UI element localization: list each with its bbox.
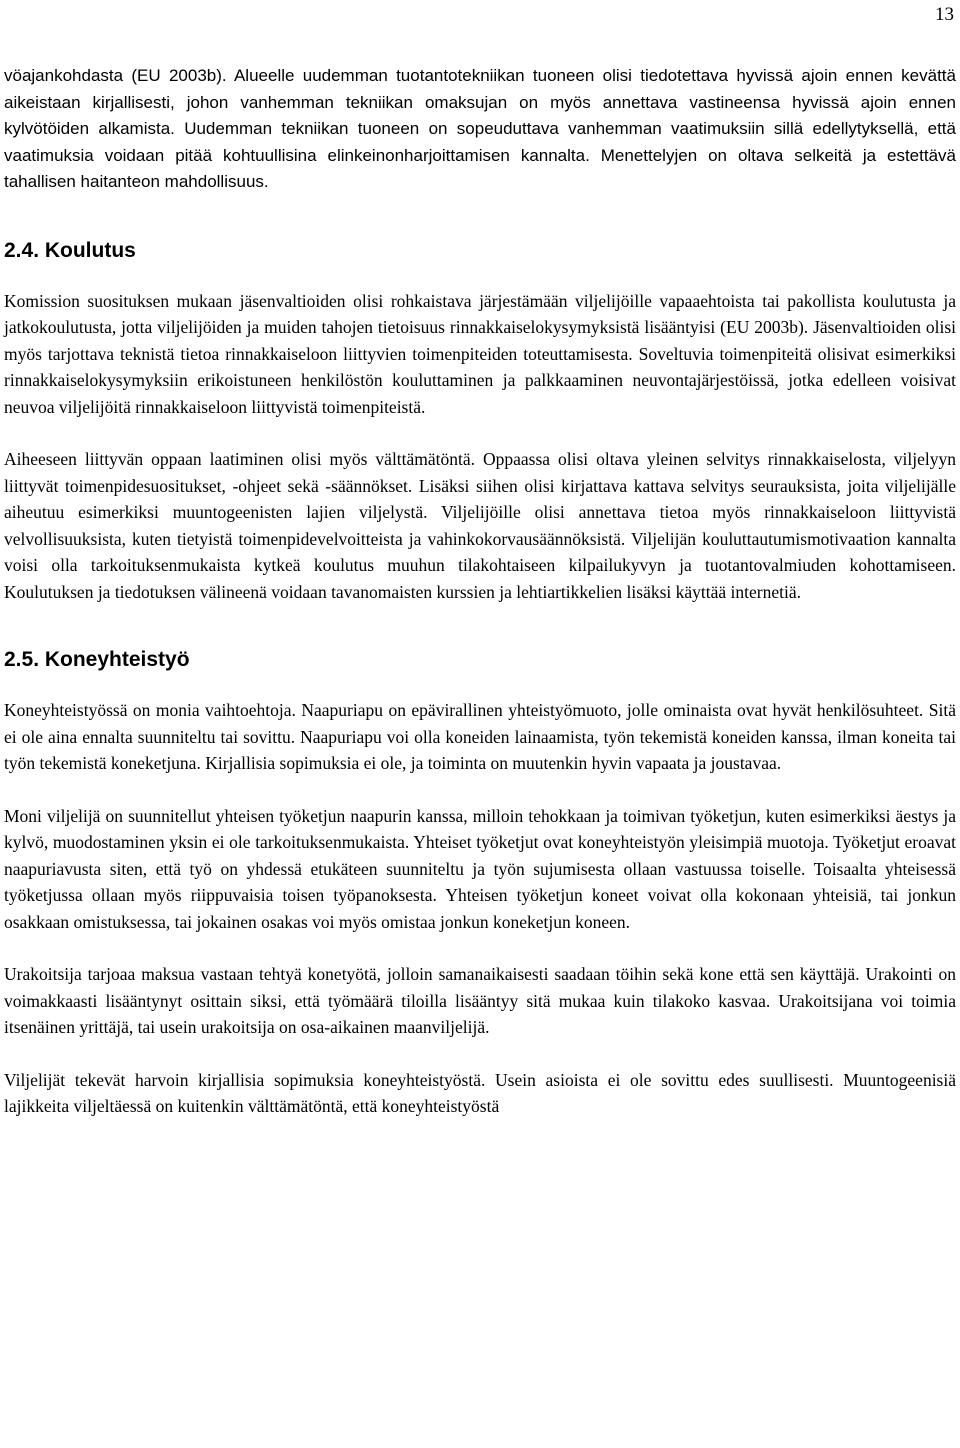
section-heading-koulutus: 2.4. Koulutus (4, 238, 136, 262)
paragraph-koneyhteistyo-4: Viljelijät tekevät harvoin kirjallisia sopimuksia koneyhteistyöstä. Usein asioista ei ole sovittu edes suullisesti. Muuntogeenisiä lajikkeita viljeltäessä on kuitenkin välttämätöntä, että koneyhteistyöstä (4, 1069, 956, 1116)
paragraph-koulutus-2: Aiheeseen liittyvän oppaan laatiminen olisi myös välttämätöntä. Oppaassa olisi oltava yleinen selvitys rinnakkaiselosta, viljelyyn liittyvät toimenpidesuositukset, -ohjeet sekä -säännökset. Lisäksi siihen olisi kirjattava kattava selvitys seurauksista, joita viljelijälle aiheutuu esimerkiksi muuntogeenisten lajien viljelystä. Viljelijöille olisi annettava tietoa myös rinnakkaiseloon liittyvistä velvollisuuksista, kuten tietyistä toimenpidevelvoitteista ja vahinkokorvausäännöksistä. Viljelijän kouluttautumismotivaation kannalta voisi olla tarkoituksenmukaista kytkeä koulutus muuhun tilakohtaiseen kilpailukyvyn ja tuotantovalmiuden kohottamiseen. Koulutuksen ja tiedotuksen välineenä voidaan tavanomaisten kurssien ja lehtiartikkelien lisäksi käyttää internetiä. (4, 449, 956, 602)
paragraph-koneyhteistyo-1: Koneyhteistyössä on monia vaihtoehtoja. Naapuriapu on epävirallinen yhteistyömuoto, jolle ominaista ovat hyvät henkilösuhteet. Sitä ei ole aina ennalta suunniteltu tai sovittu. Naapuriapu voi olla koneiden lainaamista, työn tekemistä koneiden kanssa, ilman koneita tai työn tekemistä koneketjuna. Kirjallisia sopimuksia ei ole, ja toiminta on muutenkin hyvin vapaata ja joustavaa. (4, 700, 956, 773)
paragraph-koneyhteistyo-2: Moni viljelijä on suunnitellut yhteisen työketjun naapurin kanssa, milloin tehokkaan ja toimivan työketjun, kuten esimerkiksi äestys ja kylvö, muodostaminen yksin ei ole tarkoituksenmukaista. Yhteiset työketjut ovat koneyhteistyön yleisimpiä muotoja. Työketjut eroavat naapuriavusta siten, että työ on yhdessä etukäteen suunniteltu ja työn sujumisesta ollaan vastuussa toiselle. Toisaalta yhteisessä työketjussa ollaan myös riippuvaisia toisen työpanoksesta. Yhteisen työketjun koneet voivat olla kokonaan yhteisiä, tai jonkun osakkaan omistuksessa, tai jokainen osakas voi myös omistaa jonkun koneketjun koneen. (4, 805, 956, 932)
section-heading-koneyhteistyo: 2.5. Koneyhteistyö (4, 648, 190, 671)
page-number: 13 (935, 4, 954, 25)
page-content (4, 63, 956, 1120)
paragraph-intro: vöajankohdasta (EU 2003b). Alueelle uudemman tuotantotekniikan tuoneen olisi tiedotettava hyvissä ajoin ennen kevättä aikeistaan kirjallisesti, johon vanhemman tekniikan omaksujan on myös annettava vastineensa hyvissä ajoin ennen kylvötöiden alkamista. Uudemman tekniikan tuoneen on sopeuduttava vanhemman vaatimuksiin sillä edellytyksellä, että vaatimuksia voidaan pitää kohtuullisina elinkeinonharjoittamisen kannalta. Menettelyjen on oltava selkeitä ja estettävä tahallisen haitanteon mahdollisuus. (4, 66, 956, 191)
paragraph-koneyhteistyo-3: Urakoitsija tarjoaa maksua vastaan tehtyä konetyötä, jolloin samanaikaisesti saadaan töihin sekä kone että sen käyttäjä. Urakointi on voimakkaasti lisääntynyt osittain siksi, että työmäärä tiloilla lisääntyy sitä mukaa kuin tilakoko kasvaa. Urakoitsijana voi toimia itsenäinen yrittäjä, tai usein urakoitsija on osa-aikainen maanviljelijä. (4, 964, 956, 1037)
paragraph-koulutus-1: Komission suosituksen mukaan jäsenvaltioiden olisi rohkaistava järjestämään viljelijöille vapaaehtoista tai pakollista koulutusta ja jatkokoulutusta, jotta viljelijöiden ja muiden tahojen tietoisuus rinnakkaiselokysymyksistä lisääntyisi (EU 2003b). Jäsenvaltioiden olisi myös tarjottava teknistä tietoa rinnakkaiseloon liittyvien toimenpiteiden toteuttamisesta. Soveltuvia toimenpiteitä olisivat esimerkiksi rinnakkaiselokysymyksiin erikoistuneen henkilöstön kouluttaminen ja palkkaaminen neuvontajärjestöissä, jotka edelleen voisivat neuvoa viljelijöitä rinnakkaiseloon liittyvistä toimenpiteistä. (4, 290, 956, 417)
